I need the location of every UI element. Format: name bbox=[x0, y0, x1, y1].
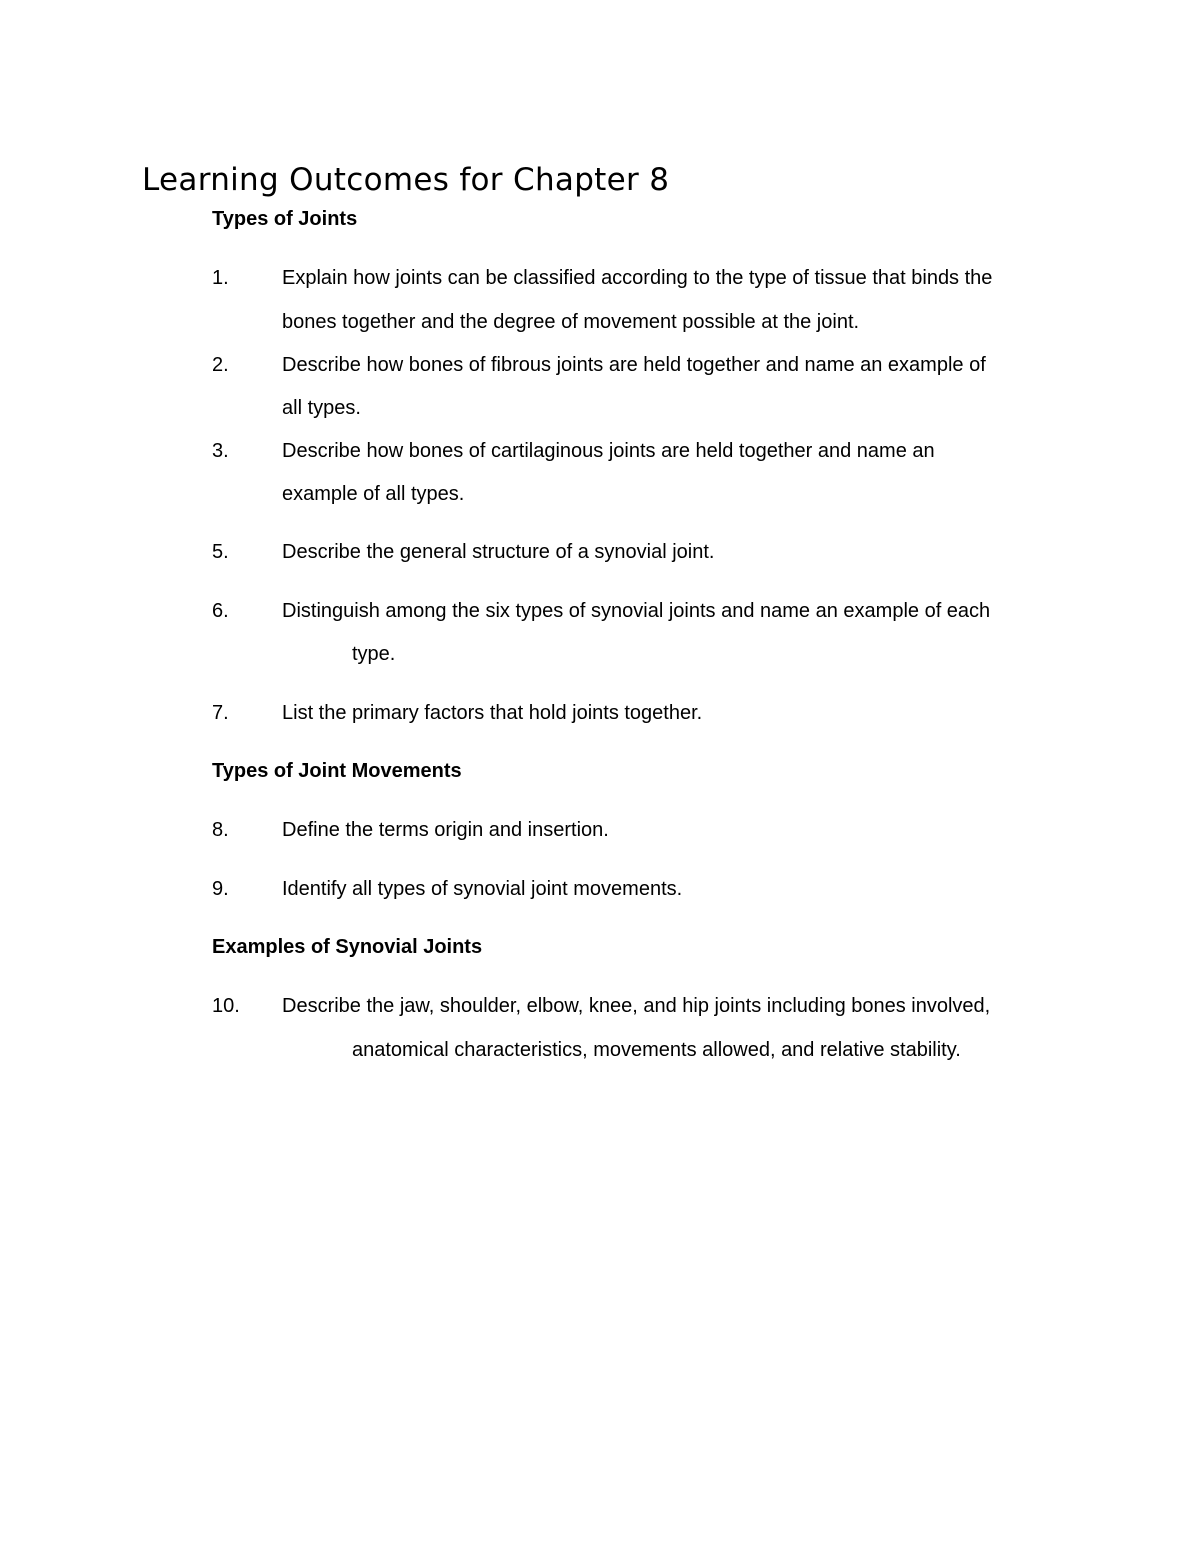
list-item-text: Explain how joints can be classified according to the type of tissue that binds the bbox=[282, 267, 993, 289]
list-item-text: example of all types. bbox=[282, 483, 465, 505]
list-item-text: bones together and the degree of movement possible at the joint. bbox=[282, 311, 860, 333]
section-heading-examples-of-synovial-joints: Examples of Synovial Joints bbox=[212, 936, 483, 958]
page-title: Learning Outcomes for Chapter 8 bbox=[142, 162, 670, 198]
list-item-text: Describe how bones of cartilaginous joints are held together and name an bbox=[282, 440, 935, 462]
list-item-number: 3. bbox=[212, 440, 229, 462]
list-item-number: 1. bbox=[212, 267, 229, 289]
section-heading-types-of-joint-movements: Types of Joint Movements bbox=[212, 760, 462, 782]
list-item-text: Identify all types of synovial joint movements. bbox=[282, 878, 683, 900]
list-item-text: Describe the jaw, shoulder, elbow, knee, and hip joints including bones involved, bbox=[282, 995, 991, 1017]
list-item-number: 5. bbox=[212, 541, 229, 563]
list-item-number: 2. bbox=[212, 354, 229, 376]
list-item-number: 6. bbox=[212, 600, 229, 622]
list-item-number: 7. bbox=[212, 702, 229, 724]
list-item-text: Distinguish among the six types of synovial joints and name an example of each bbox=[282, 600, 991, 622]
section-heading-types-of-joints: Types of Joints bbox=[212, 208, 358, 230]
list-item-number: 9. bbox=[212, 878, 229, 900]
list-item-text: Define the terms origin and insertion. bbox=[282, 819, 609, 841]
list-item-text: anatomical characteristics, movements allowed, and relative stability. bbox=[352, 1039, 961, 1061]
list-item-text: all types. bbox=[282, 397, 361, 419]
list-item-text: Describe the general structure of a synovial joint. bbox=[282, 541, 715, 563]
list-item-text: List the primary factors that hold joints together. bbox=[282, 702, 703, 724]
list-item-text: Describe how bones of fibrous joints are held together and name an example of bbox=[282, 354, 986, 376]
list-item-number: 8. bbox=[212, 819, 229, 841]
list-item-text: type. bbox=[352, 643, 396, 665]
list-item-number: 10. bbox=[212, 995, 240, 1017]
